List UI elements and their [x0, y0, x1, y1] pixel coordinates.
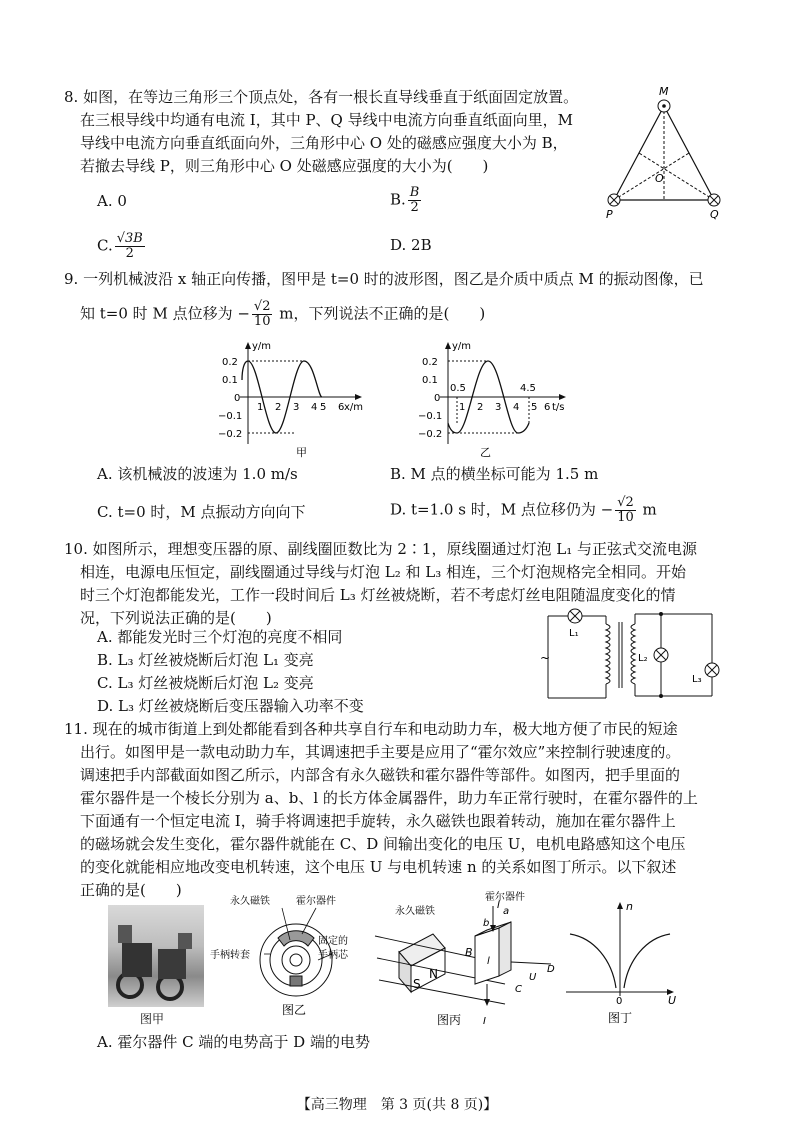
q11-handle-cross-section: [208, 890, 358, 1030]
q10-option-c: C. L₃ 灯丝被烧断后灯泡 L₂ 变亮: [97, 674, 314, 692]
svg-text:0.2: 0.2: [422, 357, 438, 368]
q8-stem-line-3: 导线中电流方向垂直纸面向外，三角形中心 O 处的磁感应强度大小为 B，: [80, 134, 568, 152]
q8-option-c: C. $\frac{√3B}{2}$: [97, 231, 143, 261]
q9-stem-line-2: 知 t=0 时 M 点位移为 − $\frac{√2}{10}$ m，下列说法不正确的是( ): [80, 299, 486, 329]
q11-stem-line-5: 下面通有一个恒定电流 I，骑手将调速把手旋转，永久磁铁也跟着转动，施加在霍尔器件上: [80, 812, 676, 830]
label-handle-core: 手柄芯: [318, 950, 348, 961]
svg-text:t/s: t/s: [552, 402, 565, 413]
q11-stem-line-2: 出行。如图甲是一款电动助力车，其调速把手主要是应用了“霍尔效应”来控制行驶速度的。: [80, 743, 681, 761]
q9-stem-line-1: 9. 一列机械波沿 x 轴正向传播，图甲是 t=0 时的波形图，图乙是介质中质点 M 的振动图像，已: [64, 270, 704, 288]
label-m: M: [659, 85, 669, 98]
edge-b-label: b: [483, 918, 490, 929]
q8-stem-line-1: 8. 如图，在等边三角形三个顶点处，各有一根长直导线垂直于纸面固定放置。: [64, 88, 579, 106]
svg-text:0.1: 0.1: [422, 375, 438, 386]
svg-text:y/m: y/m: [452, 341, 472, 352]
q8-option-a: A. 0: [97, 192, 127, 210]
svg-text:−0.2: −0.2: [218, 429, 243, 440]
label-handle-sleeve: 手柄转套: [210, 950, 250, 961]
q11-fig2-caption: 图乙: [282, 1003, 307, 1017]
svg-text:4: 4: [513, 402, 520, 413]
svg-text:5: 5: [531, 402, 538, 413]
q10-stem-line-4: 况，下列说法正确的是( ): [80, 609, 272, 627]
q11-stem-line-6: 的磁场就会发生变化，霍尔器件就能在 C、D 间输出变化的电压 U，电机电路感知这个电压: [80, 835, 686, 853]
label-l3: L₃: [692, 674, 702, 685]
q9-vibration-graph-yi: [418, 340, 578, 460]
axis-n-label: n: [626, 900, 633, 913]
svg-text:6: 6: [338, 402, 345, 413]
svg-text:2: 2: [477, 402, 484, 413]
q8-stem-line-4: 若撤去导线 P，则三角形中心 O 处磁感应强度的大小为( ): [80, 157, 489, 175]
jia-y-label: y/m: [252, 341, 272, 352]
jia-caption: 甲: [296, 446, 307, 459]
current-i-top-label: I: [497, 900, 500, 911]
label-o: O: [655, 172, 664, 185]
q10-option-b: B. L₃ 灯丝被烧断后灯泡 L₁ 变亮: [97, 651, 314, 669]
q10-stem-line-3: 时三个灯泡都能发光，工作一段时间后 L₃ 灯丝被烧断，若不考虑灯丝电阻随温度变化的情: [80, 586, 676, 604]
q9-option-a: A. 该机械波的波速为 1.0 m/s: [97, 465, 298, 483]
q11-stem-line-1: 11. 现在的城市街道上到处都能看到各种共享自行车和电动助力车，极大地方便了市民的短途: [64, 720, 678, 738]
svg-text:−0.2: −0.2: [418, 429, 443, 440]
svg-text:−0.1: −0.1: [418, 411, 443, 422]
svg-text:永久磁铁: 永久磁铁: [395, 906, 435, 917]
svg-text:0: 0: [434, 393, 441, 404]
q8-option-d: D. 2B: [390, 236, 432, 254]
q10-option-d: D. L₃ 灯丝被烧断后变压器输入功率不变: [97, 697, 364, 715]
origin-label: 0: [616, 996, 623, 1007]
q11-speed-voltage-graph: [560, 900, 690, 1030]
svg-text:5: 5: [320, 402, 327, 413]
label-hall-device: 霍尔器件: [296, 896, 336, 907]
magnet-s-label: S: [413, 977, 421, 991]
q10-stem-line-1: 10. 如图所示，理想变压器的原、副线圈匝数比为 2∶1，原线圈通过灯泡 L₁ 与正弦式交流电源: [64, 540, 697, 558]
q11-fig1-caption: 图甲: [140, 1012, 165, 1026]
q9-option-b: B. M 点的横坐标可能为 1.5 m: [390, 465, 599, 483]
svg-text:2: 2: [275, 402, 282, 413]
current-i-bottom-label: I: [483, 1016, 486, 1027]
label-l2: L₂: [638, 653, 648, 664]
q11-stem-line-7: 的变化就能相应地改变电机转速，这个电压 U 与电机转速 n 的关系如图丁所示。以下叙述: [80, 858, 677, 876]
ac-source-label: ~: [540, 651, 551, 665]
q9-option-c: C. t=0 时，M 点振动方向向下: [97, 503, 306, 521]
q10-stem-line-2: 相连，电源电压恒定，副线圈通过导线与灯泡 L₂ 和 L₃ 相连，三个灯泡规格完全相同。开始: [80, 563, 687, 581]
svg-text:0: 0: [234, 393, 241, 404]
q11-hall-device-diagram: [375, 892, 560, 1030]
page-footer: 【高三物理 第 3 页(共 8 页)】: [296, 1097, 498, 1113]
terminal-c-label: C: [515, 984, 522, 995]
q11-stem-line-8: 正确的是( ): [80, 881, 182, 899]
q11-option-a: A. 霍尔器件 C 端的电势高于 D 端的电势: [97, 1033, 370, 1051]
axis-u-label: U: [668, 994, 677, 1007]
svg-text:0.2: 0.2: [222, 357, 238, 368]
q11-fig4-caption: 图丁: [608, 1011, 633, 1025]
q11-stem-line-4: 霍尔器件是一个棱长分别为 a、b、l 的长方体金属器件，助力车正常行驶时，在霍尔器件的上: [80, 789, 698, 807]
q8-triangle-figure: [600, 82, 740, 222]
q10-transformer-circuit: [540, 600, 740, 710]
voltage-u-label: U: [529, 972, 537, 983]
svg-text:乙: 乙: [480, 446, 491, 459]
magnet-n-label: N: [429, 967, 438, 981]
label-permanent-magnet: 永久磁铁: [230, 896, 270, 907]
q10-option-a: A. 都能发光时三个灯泡的亮度不相同: [97, 628, 343, 646]
svg-text:霍尔器件: 霍尔器件: [485, 892, 525, 903]
svg-text:1: 1: [459, 402, 466, 413]
field-b-label: B: [465, 946, 473, 959]
q11-fig3-caption: 图丙: [437, 1013, 462, 1027]
label-q: Q: [710, 208, 719, 221]
jia-x-label: x/m: [344, 402, 364, 413]
label-l1: L₁: [569, 628, 579, 639]
q8-option-b: B. $\frac{B}{2}$: [390, 185, 420, 215]
q9-wave-graph-jia: [218, 340, 368, 460]
svg-text:3: 3: [293, 402, 300, 413]
terminal-d-label: D: [547, 964, 555, 975]
svg-text:4: 4: [311, 402, 318, 413]
svg-text:−0.1: −0.1: [218, 411, 243, 422]
label-p: P: [606, 208, 613, 221]
yi-annotation-45: 4.5: [520, 383, 536, 394]
yi-annotation-05: 0.5: [450, 383, 466, 394]
svg-text:0.1: 0.1: [222, 375, 238, 386]
edge-a-label: a: [503, 906, 510, 917]
svg-text:3: 3: [495, 402, 502, 413]
q11-stem-line-3: 调速把手内部截面如图乙所示，内部含有永久磁铁和霍尔器件等部件。如图丙，把手里面的: [80, 766, 681, 784]
edge-l-label: l: [487, 956, 490, 967]
q8-stem-line-2: 在三根导线中均通有电流 I，其中 P、Q 导线中电流方向垂直纸面向里，M: [80, 111, 573, 129]
q9-option-d: D. t=1.0 s 时，M 点位移仍为 − $\frac{√2}{10}$ m: [390, 495, 657, 525]
e-bike-photo: [108, 905, 204, 1007]
svg-text:6: 6: [544, 402, 551, 413]
svg-text:1: 1: [257, 402, 264, 413]
label-fixed: 固定的: [318, 936, 348, 947]
